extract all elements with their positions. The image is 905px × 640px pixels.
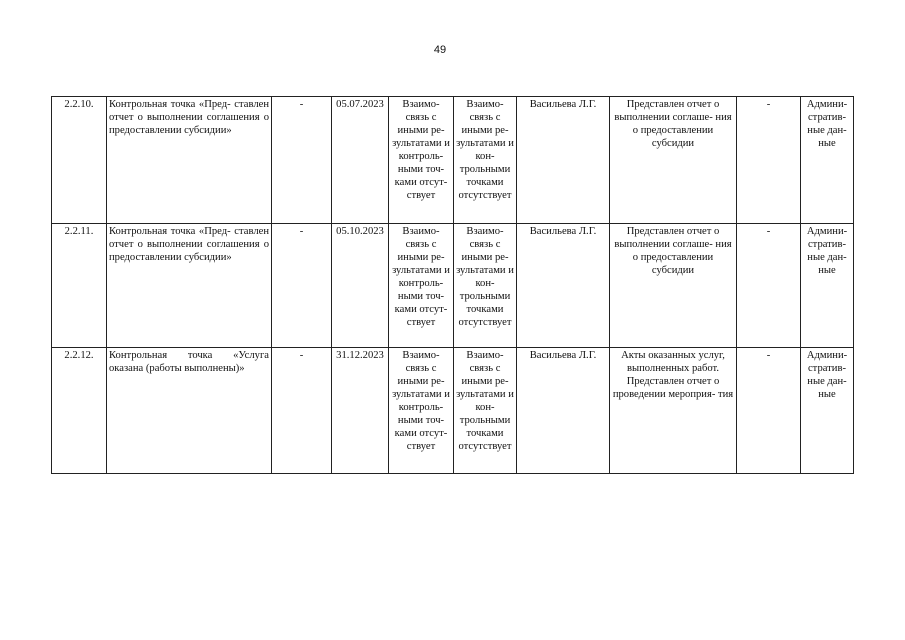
relation-cell: Взаимо- связь с иными ре- зультатами и кон- трольными точками отсутствует <box>454 97 517 224</box>
result-cell: Представлен отчет о выполнении соглаше- ния о предоставлении субсидии <box>610 224 737 348</box>
control-points-table <box>51 96 854 474</box>
relation-cell: Взаимо- связь с иными ре- зультатами и кон- трольными точками отсутствует <box>454 224 517 348</box>
relation-cell: Взаимо- связь с иными ре- зультатами и кон- трольными точками отсутствует <box>454 348 517 474</box>
control-point-name: Контрольная точка «Пред- ставлен отчет о выполнении соглашения о предоставлении субсидии» <box>107 224 272 348</box>
date-cell: 05.10.2023 <box>332 224 389 348</box>
date-cell: 05.07.2023 <box>332 97 389 224</box>
table-row <box>52 224 854 348</box>
relation-cell: Взаимо- связь с иными ре- зультатами и контроль- ными точ- ками отсут- ствует <box>389 348 454 474</box>
dash-cell: - <box>272 224 332 348</box>
page-number: 49 <box>433 44 447 56</box>
responsible-cell: Васильева Л.Г. <box>517 224 610 348</box>
source-cell: Админи- стратив- ные дан- ные <box>801 97 854 224</box>
dash-cell: - <box>737 224 801 348</box>
responsible-cell: Васильева Л.Г. <box>517 97 610 224</box>
responsible-cell: Васильева Л.Г. <box>517 348 610 474</box>
relation-cell: Взаимо- связь с иными ре- зультатами и контроль- ными точ- ками отсут- ствует <box>389 224 454 348</box>
row-number: 2.2.10. <box>52 97 107 224</box>
result-cell: Представлен отчет о выполнении соглаше- ния о предоставлении субсидии <box>610 97 737 224</box>
date-cell: 31.12.2023 <box>332 348 389 474</box>
row-number: 2.2.12. <box>52 348 107 474</box>
table-row <box>52 97 854 224</box>
control-point-name: Контрольная точка «Услуга оказана (работы выполнены)» <box>107 348 272 474</box>
relation-cell: Взаимо- связь с иными ре- зультатами и контроль- ными точ- ками отсут- ствует <box>389 97 454 224</box>
control-point-name: Контрольная точка «Пред- ставлен отчет о выполнении соглашения о предоставлении субсидии» <box>107 97 272 224</box>
dash-cell: - <box>272 97 332 224</box>
table-row <box>52 348 854 474</box>
row-number: 2.2.11. <box>52 224 107 348</box>
source-cell: Админи- стратив- ные дан- ные <box>801 348 854 474</box>
source-cell: Админи- стратив- ные дан- ные <box>801 224 854 348</box>
dash-cell: - <box>272 348 332 474</box>
dash-cell: - <box>737 348 801 474</box>
dash-cell: - <box>737 97 801 224</box>
result-cell: Акты оказанных услуг, выполненных работ. Представлен отчет о проведении мероприя- тия <box>610 348 737 474</box>
